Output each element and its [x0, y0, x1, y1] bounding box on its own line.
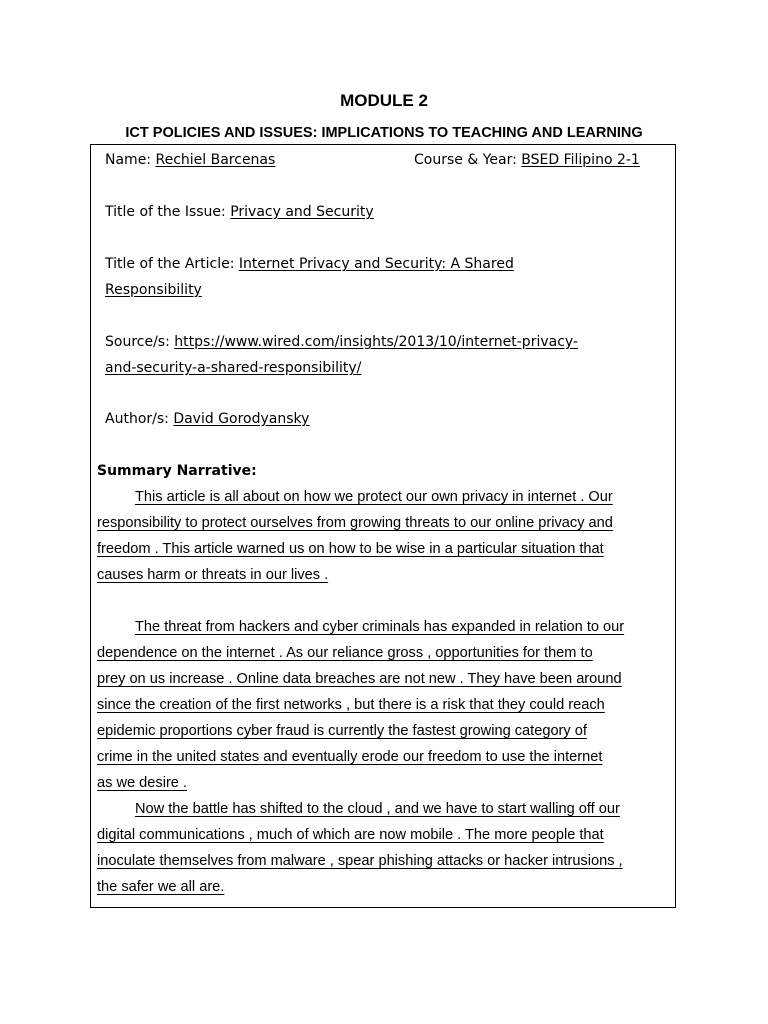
course-label: Course & Year: [414, 152, 522, 168]
module-title: MODULE 2 [340, 91, 428, 110]
paragraph-line: as we desire . [97, 775, 188, 791]
article-field [105, 251, 514, 303]
paragraph-line: Now the battle has shifted to the cloud , and we have to start walling off our [135, 801, 620, 817]
course-field [414, 147, 640, 173]
summary-paragraph-1 [97, 484, 672, 588]
summary-heading: Summary Narrative: [97, 463, 257, 479]
paragraph-line: prey on us increase . Online data breaches are not new . They have been around [97, 671, 622, 687]
article-value-line-2: Responsibility [105, 282, 202, 298]
source-field [105, 329, 578, 381]
summary-paragraph-2 [97, 614, 672, 796]
paragraph-line: The threat from hackers and cyber criminals has expanded in relation to our [135, 619, 625, 635]
paragraph-line: the safer we all are. [97, 879, 225, 895]
document-subtitle: ICT POLICIES AND ISSUES: IMPLICATIONS TO TEACHING AND LEARNING [125, 125, 643, 141]
paragraph-line: epidemic proportions cyber fraud is currently the fastest growing category of [97, 723, 587, 739]
paragraph-line: This article is all about on how we protect our own privacy in internet . Our [135, 489, 613, 505]
article-value-line-1: Internet Privacy and Security: A Shared [238, 256, 514, 272]
source-link-line-2[interactable]: and-security-a-shared-responsibility/ [105, 360, 362, 376]
paragraph-line: since the creation of the first networks , but there is a risk that they could reach [97, 697, 605, 713]
issue-field [105, 199, 374, 225]
paragraph-line: responsibility to protect ourselves from growing threats to our online privacy and [97, 515, 613, 531]
paragraph-line: freedom . This article warned us on how to be wise in a particular situation that [97, 541, 604, 557]
author-label: Author/s: [105, 411, 174, 427]
paragraph-line: inoculate themselves from malware , spear phishing attacks or hacker intrusions , [97, 853, 623, 869]
course-value: BSED Filipino 2-1 [521, 152, 640, 168]
source-label: Source/s: [105, 334, 175, 350]
name-value: Rechiel Barcenas [155, 152, 276, 168]
paragraph-line: causes harm or threats in our lives . [97, 567, 329, 583]
name-field [105, 147, 275, 173]
article-label: Title of the Article: [105, 256, 239, 272]
name-label: Name: [105, 152, 156, 168]
paragraph-line: crime in the united states and eventually erode our freedom to use the internet [97, 749, 603, 765]
paragraph-line: dependence on the internet . As our reliance gross , opportunities for them to [97, 645, 593, 661]
author-value: David Gorodyansky [173, 411, 310, 427]
paragraph-line: digital communications , much of which are now mobile . The more people that [97, 827, 604, 843]
summary-paragraph-3 [97, 796, 672, 900]
author-field [105, 406, 309, 432]
issue-label: Title of the Issue: [105, 204, 231, 220]
source-link-line-1[interactable]: https://www.wired.com/insights/2013/10/internet-privacy- [174, 334, 578, 350]
issue-value: Privacy and Security [230, 204, 374, 220]
